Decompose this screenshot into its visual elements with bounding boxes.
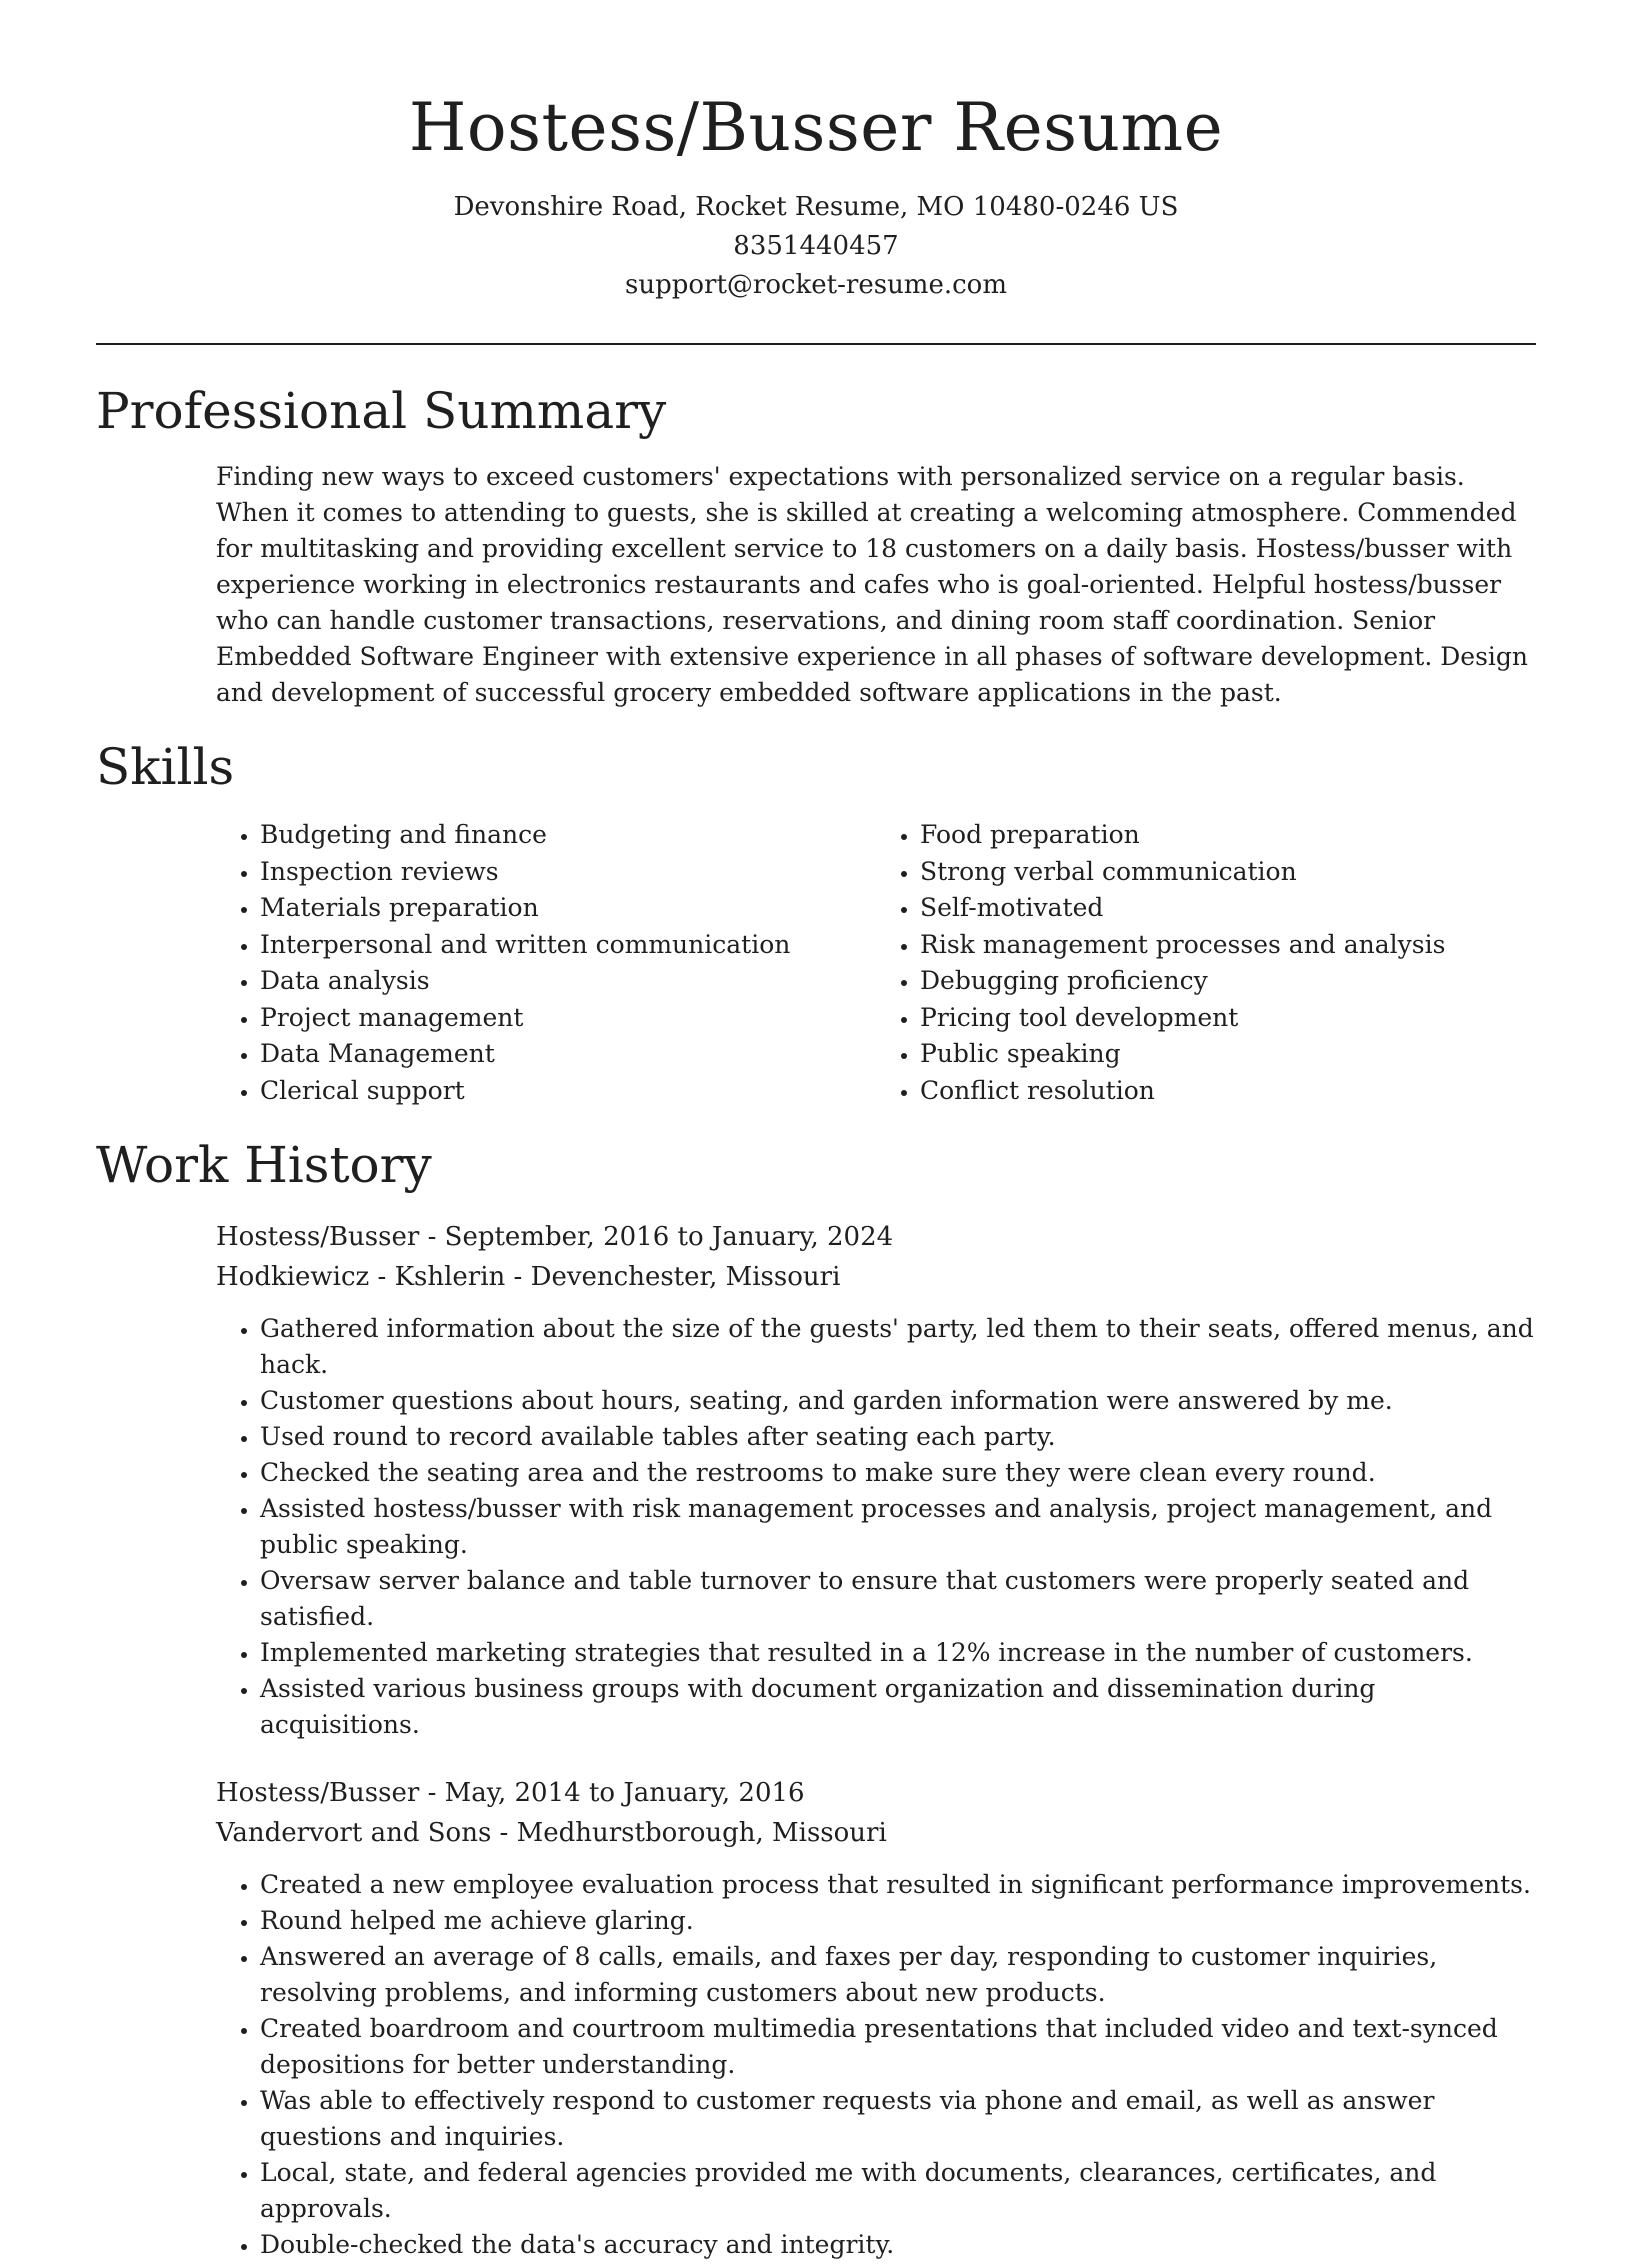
resume-page bbox=[96, 0, 1536, 2263]
job-entry bbox=[216, 1217, 1536, 1743]
contact-address: Devonshire Road, Rocket Resume, MO 10480-0246 US bbox=[453, 192, 1179, 222]
contact-email: support@rocket-resume.com bbox=[624, 270, 1007, 300]
skill-item: • Clerical support bbox=[260, 1073, 876, 1110]
skills-grid bbox=[216, 817, 1536, 1109]
skill-item: • Risk management processes and analysis bbox=[920, 927, 1536, 964]
skill-item: • Materials preparation bbox=[260, 890, 876, 927]
skills-left-column bbox=[216, 817, 876, 1109]
work-history-section bbox=[96, 1133, 1536, 2263]
job-bullet: • Was able to effectively respond to customer requests via phone and email, as well as answer questions and inquiries. bbox=[260, 2083, 1536, 2155]
skill-item: • Project management bbox=[260, 1000, 876, 1037]
summary-section bbox=[96, 379, 1536, 711]
job-bullet: • Double-checked the data's accuracy and integrity. bbox=[260, 2227, 1536, 2263]
job-bullets bbox=[216, 1867, 1536, 2263]
job-company-line bbox=[216, 1257, 1536, 1297]
summary-text: Finding new ways to exceed customers' expectations with personalized service on a regular basis. When it comes to attending to guests, she is skilled at creating a welcoming atmosphere. Commended for multitasking and providing excellent service to 18 customers on a daily basis. Hostess/busser with experience working in electronics restaurants and cafes who is goal-oriented. Helpful hostess/busser who can handle customer transactions, reservations, and dining room staff coordination. Senior Embedded Software Engineer with extensive experience in all phases of software development. Design and development of successful grocery embedded software applications in the past. bbox=[216, 462, 1529, 707]
job-bullet: • Used round to record available tables after seating each party. bbox=[260, 1419, 1536, 1455]
job-bullet: • Created a new employee evaluation process that resulted in significant performance improvements. bbox=[260, 1867, 1536, 1903]
job-title: Hostess/Busser bbox=[216, 1222, 420, 1252]
job-company: Hodkiewicz - Kshlerin bbox=[216, 1262, 506, 1292]
header-divider bbox=[96, 343, 1536, 345]
skills-section bbox=[96, 735, 1536, 1109]
skill-item: • Self-motivated bbox=[920, 890, 1536, 927]
job-title: Hostess/Busser bbox=[216, 1778, 420, 1808]
resume-title: Hostess/Busser Resume bbox=[408, 89, 1224, 166]
job-title-line bbox=[216, 1773, 1536, 1813]
job-entry bbox=[216, 1773, 1536, 2263]
skills-heading: Skills bbox=[96, 738, 235, 796]
skill-item: • Budgeting and finance bbox=[260, 817, 876, 854]
job-bullet: • Customer questions about hours, seating, and garden information were answered by me. bbox=[260, 1383, 1536, 1419]
job-location: - Medhurstborough, Missouri bbox=[491, 1818, 887, 1848]
job-bullet: • Created boardroom and courtroom multimedia presentations that included video and text-synced depositions for better understanding. bbox=[260, 2011, 1536, 2083]
job-company-line bbox=[216, 1813, 1536, 1853]
job-company: Vandervort and Sons bbox=[216, 1818, 492, 1848]
job-bullet: • Answered an average of 8 calls, emails, and faxes per day, responding to customer inquiries, resolving problems, and informing customers about new products. bbox=[260, 1939, 1536, 2011]
job-bullet: • Local, state, and federal agencies provided me with documents, clearances, certificates, and approvals. bbox=[260, 2155, 1536, 2227]
skill-item: • Data Management bbox=[260, 1036, 876, 1073]
job-bullet: • Assisted various business groups with document organization and dissemination during acquisitions. bbox=[260, 1671, 1536, 1743]
job-bullets bbox=[216, 1311, 1536, 1743]
job-bullet: • Gathered information about the size of the guests' party, led them to their seats, offered menus, and hack. bbox=[260, 1311, 1536, 1383]
job-dates: - September, 2016 to January, 2024 bbox=[419, 1222, 894, 1252]
job-bullet: • Oversaw server balance and table turnover to ensure that customers were properly seated and satisfied. bbox=[260, 1563, 1536, 1635]
job-bullet: • Checked the seating area and the restrooms to make sure they were clean every round. bbox=[260, 1455, 1536, 1491]
skill-item: • Conflict resolution bbox=[920, 1073, 1536, 1110]
job-bullet: • Round helped me achieve glaring. bbox=[260, 1903, 1536, 1939]
skills-right-column bbox=[876, 817, 1536, 1109]
skill-item: • Pricing tool development bbox=[920, 1000, 1536, 1037]
job-bullet: • Assisted hostess/busser with risk management processes and analysis, project management, and public speaking. bbox=[260, 1491, 1536, 1563]
skill-item: • Food preparation bbox=[920, 817, 1536, 854]
summary-heading: Professional Summary bbox=[96, 382, 667, 440]
skill-item: • Interpersonal and written communication bbox=[260, 927, 876, 964]
job-bullet: • Implemented marketing strategies that resulted in a 12% increase in the number of customers. bbox=[260, 1635, 1536, 1671]
skill-item: • Public speaking bbox=[920, 1036, 1536, 1073]
resume-header bbox=[96, 0, 1536, 305]
contact-phone: 8351440457 bbox=[733, 231, 899, 261]
skill-item: • Debugging proficiency bbox=[920, 963, 1536, 1000]
skill-item: • Strong verbal communication bbox=[920, 854, 1536, 891]
job-title-line bbox=[216, 1217, 1536, 1257]
skill-item: • Data analysis bbox=[260, 963, 876, 1000]
job-dates: - May, 2014 to January, 2016 bbox=[419, 1778, 805, 1808]
skill-item: • Inspection reviews bbox=[260, 854, 876, 891]
job-location: - Devenchester, Missouri bbox=[505, 1262, 841, 1292]
contact-block bbox=[96, 188, 1536, 305]
work-history-heading: Work History bbox=[96, 1136, 432, 1194]
